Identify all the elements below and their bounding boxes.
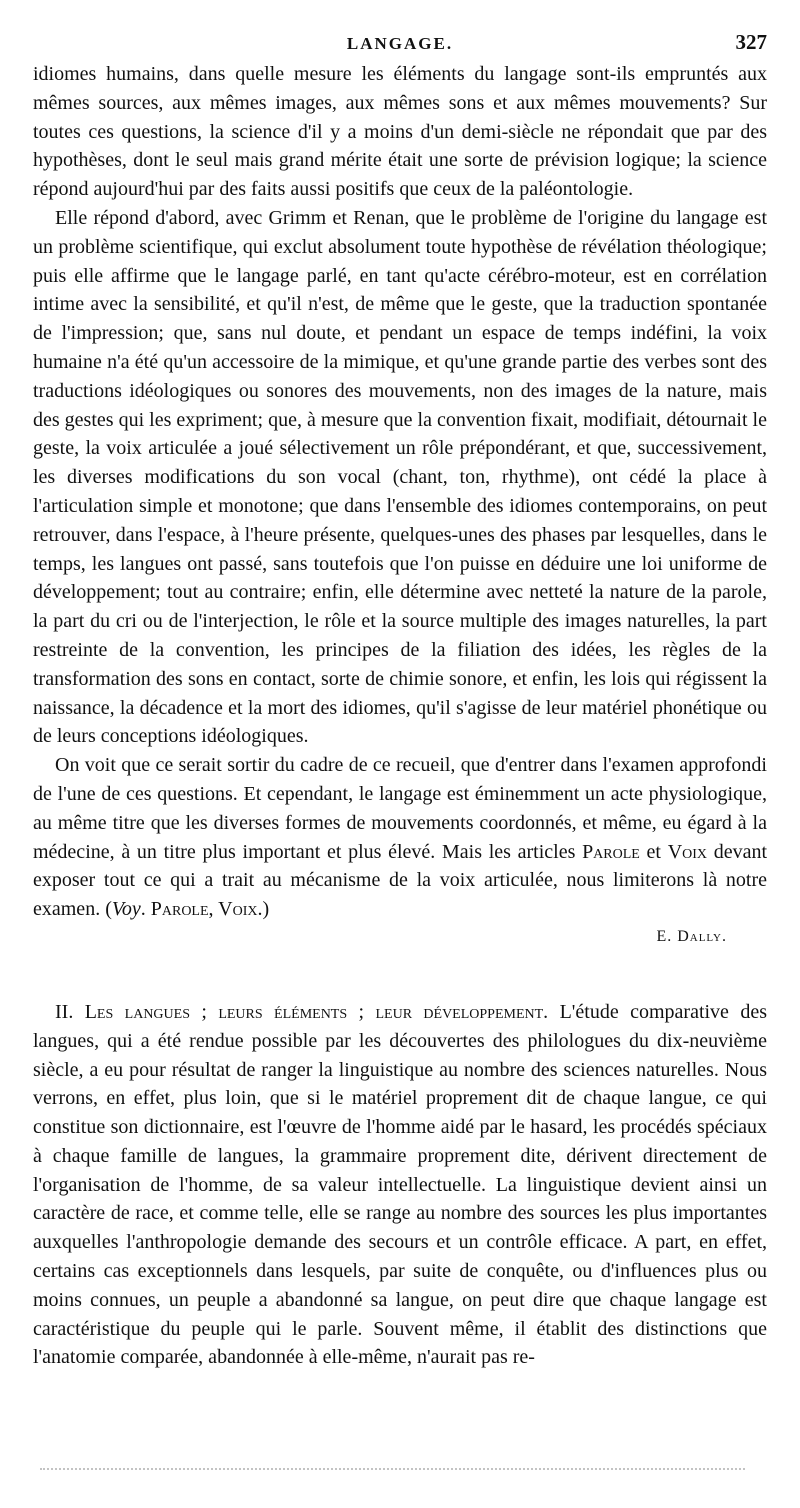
- page-number: 327: [735, 30, 767, 54]
- author-signature: E. Dally.: [656, 927, 727, 945]
- section-gap: [33, 950, 767, 998]
- article-ref-voix: Voix: [667, 840, 708, 863]
- paragraph-1: idiomes humains, dans quelle mesure les éléments du langage sont-ils empruntés aux mêmes sources, aux mêmes images, aux mêmes sons et aux mêmes mouvements? Sur toutes ces questions, la science d'il y a moins d'un demi-siècle ne répondait que par des hypothèses, dont le seul mais grand mérite était une sorte de prévision logique; la science répond aujourd'hui par des faits aussi positifs que ceux de la paléontologie.: [33, 63, 767, 201]
- paragraph-4-body: L'étude comparative des langues, qui a été rendue possible par les découvertes des philologues du dix-neuvième siècle, a eu pour résultat de ranger la linguistique au nombre des sciences naturelles. Nous verrons, en effet, plus loin, que si le matériel proprement dit de chaque langue, ce qui constitue son dictionnaire, est l'œuvre de l'homme aidé par le hasard, les procédés spéciaux à chaque famille de langues, la grammaire proprement dite, dérivent directement de l'organisation de l'homme, de sa valeur intellectuelle. La linguistique devient ainsi un caractère de race, et comme telle, elle se range au nombre des sources les plus importantes auxquelles l'anthropologie demande des secours et un contrôle efficace. A part, en effet, certains cas exceptionnels dans lesquels, par suite de conquête, ou d'influences plus ou moins connues, un peuple a abandonné sa langue, on peut dire que chaque langage est caractéristique du peuple qui le parle. Souvent même, il établit des distinctions que l'anatomie comparée, abandonnée à elle-même, n'aurait pas re-: [33, 1000, 767, 1369]
- page-header: [33, 30, 767, 60]
- footer-rule: [40, 1468, 745, 1470]
- article-ref-parole: Parole: [582, 840, 640, 863]
- paragraph-3-rest: devant exposer tout ce qui a trait au mécanisme de la voix articulée, nous limiterons là notre examen. (: [33, 840, 768, 921]
- running-title: LANGAGE.: [346, 34, 454, 53]
- cross-reference: . Parole, Voix.): [140, 898, 270, 921]
- section-heading: II. Les langues ; leurs éléments ; leur développement.: [55, 1000, 549, 1023]
- voy-abbrev: Voy: [111, 898, 141, 921]
- paragraph-3: [33, 751, 767, 924]
- paragraph-3-et: et: [639, 840, 668, 863]
- document-page: [33, 30, 767, 1372]
- paragraph-4: [33, 998, 767, 1372]
- paragraph-2: Elle répond d'abord, avec Grimm et Renan, que le problème de l'origine du langage est un problème scientifique, qui exclut absolument toute hypothèse de révélation théologique; puis elle affirme que le langage parlé, en tant qu'acte cérébro-moteur, est en corrélation intime avec la sensibilité, et qu'il n'est, de même que le geste, que la traduction spontanée de l'impression; que, sans nul doute, et pendant un espace de temps indéfini, la voix humaine n'a été qu'un accessoire de la mimique, et qu'une grande partie des verbes sont des traductions idéologiques ou sonores des mouvements, non des images de la nature, mais des gestes qui les expriment; que, à mesure que la convention fixait, modifiait, détournait le geste, la voix articulée a joué sélectivement un rôle prépondérant, et que, successivement, les diverses modifications du son vocal (chant, ton, rhythme), ont cédé la place à l'articulation simple et monotone; que dans l'ensemble des idiomes contemporains, on peut retrouver, dans l'espace, à l'heure présente, quelques-unes des phases par lesquelles, dans le temps, les langues ont passé, sans toutefois que l'on puisse en déduire une loi uniforme de développement; tout au contraire; enfin, elle détermine avec netteté la nature de la parole, la part du cri ou de l'interjection, le rôle et la source multiple des images naturelles, la part restreinte de la convention, les principes de la filiation des idées, les règles de la transformation des sons en contact, sorte de chimie sonore, et enfin, les lois qui régissent la naissance, la décadence et la mort des idiomes, qu'il s'agisse de leur matériel phonétique ou de leurs conceptions idéologiques.: [33, 206, 767, 748]
- paragraph-3-text: On voit que ce serait sortir du cadre de ce recueil, que d'entrer dans l'examen approfondi de l'une de ces questions. Et cependant, le langage est éminemment un acte physiologique, au même titre que les diverses formes de mouvements coordonnés, et même, eu égard à la médecine, à un titre plus important et plus élevé. Mais les articles: [33, 754, 767, 863]
